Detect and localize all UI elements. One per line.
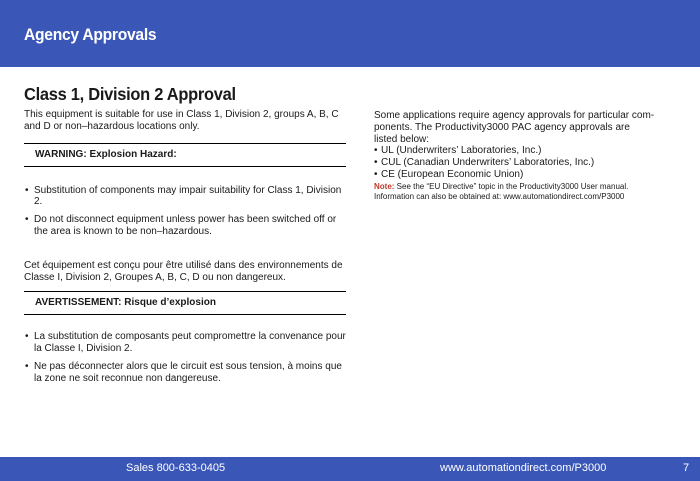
page-header: [0, 0, 700, 67]
bullets-french: [24, 331, 346, 384]
intro-french: Cet équipement est conçu pour être utilisé dans des environnements de Classe I, Division 2, Groupes A, B, C, D ou non dangereux.: [24, 259, 343, 283]
header-title: Agency Approvals: [24, 25, 157, 44]
note-text: See the “EU Directive” topic in the Productivity3000 User manual. Information can also be obtained at: www.automationdirect.com/P3000: [374, 181, 629, 201]
sales-phone: Sales 800-633-0405: [126, 462, 226, 474]
list-item: • CUL (Canadian Underwriters’ Laboratories, Inc.): [374, 157, 656, 169]
bullets-english: [24, 185, 346, 238]
class1-div2-section: [24, 84, 346, 391]
agency-list-section: [374, 110, 656, 202]
list-item: • La substitution de composants peut compromettre la convenance pour la Classe I, Division 2.: [24, 331, 346, 355]
list-item: • Substitution of components may impair suitability for Class 1, Division 2.: [24, 185, 346, 209]
note-label: Note:: [374, 181, 395, 191]
page-footer: [0, 457, 700, 481]
page-number: 7: [683, 462, 690, 474]
list-item: • Do not disconnect equipment unless power has been switched off or the area is known to be non–hazardous.: [24, 214, 346, 238]
agency-intro: Some applications require agency approvals for particular com-ponents. The Productivity3000 PAC agency approvals are listed below:: [374, 110, 655, 145]
list-item: • CE (European Economic Union): [374, 169, 656, 181]
warning-english: WARNING: Explosion Hazard:: [24, 143, 346, 167]
warning-french: AVERTISSEMENT: Risque d’explosion: [24, 291, 346, 315]
section-title: Class 1, Division 2 Approval: [24, 84, 236, 104]
intro-english: This equipment is suitable for use in Class 1, Division 2, groups A, B, C and D or non–hazardous locations only.: [24, 109, 339, 132]
approvals-list: [374, 145, 656, 180]
note: [374, 182, 656, 202]
website-url: www.automationdirect.com/P3000: [440, 462, 607, 474]
list-item: • UL (Underwriters’ Laboratories, Inc.): [374, 145, 656, 157]
list-item: • Ne pas déconnecter alors que le circuit est sous tension, à moins que la zone ne soit reconnue non dangereuse.: [24, 361, 346, 385]
